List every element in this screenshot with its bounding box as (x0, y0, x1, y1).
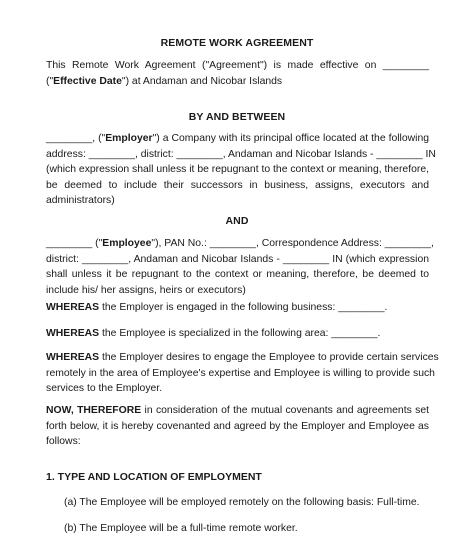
document-title: REMOTE WORK AGREEMENT (160, 37, 314, 49)
whereas-specialization-text: the Employee is specialized in the following area: ________. (99, 328, 381, 339)
employee-paragraph (46, 236, 434, 298)
now-therefore-paragraph (46, 403, 429, 450)
whereas-specialization (46, 328, 380, 339)
employee-line-3: shall unless it be repugnant to the context or meaning, therefore, be deemed to (46, 269, 429, 281)
employer-paragraph (46, 131, 436, 209)
whereas-services-line-3: services to the Employer. (46, 383, 163, 395)
whereas-services-line-1 (46, 350, 439, 366)
employee-line-1 (46, 236, 434, 252)
employee-line-4: include his/ her assigns, heirs or executors) (46, 284, 246, 296)
employer-line-2: address: ________, district: ________, Andaman and Nicobar Islands - ________ IN (46, 148, 436, 160)
employee-line-2: district: ________, Andaman and Nicobar Islands - ________ IN (which expression (46, 253, 429, 265)
employee-blank: ________ (" (46, 238, 103, 249)
employer-line-3: (which expression shall unless it be repugnant to the context or meaning, therefore, (46, 164, 429, 176)
whereas-business (46, 302, 387, 313)
section-1-item-a: (a) The Employee will be employed remotely on the following basis: Full-time. (64, 497, 420, 508)
now-therefore-text: in consideration of the mutual covenants and agreements set (141, 405, 429, 416)
intro-open-quote: (" (46, 75, 54, 87)
whereas-services-line-2: remotely in the area of Employee's expertise and Employee is willing to provide such (46, 367, 435, 379)
whereas-services-text: the Employer desires to engage the Employee to provide certain services (99, 352, 439, 363)
employee-term: Employee (102, 238, 152, 249)
now-therefore-line-1 (46, 403, 429, 419)
intro-location: ") at Andaman and Nicobar Islands (121, 75, 283, 87)
now-therefore-keyword: NOW, THEREFORE (46, 405, 142, 416)
whereas-keyword: WHEREAS (46, 352, 100, 363)
intro-line-1: This Remote Work Agreement ("Agreement") is made effective on ________ (46, 60, 429, 71)
employer-office: ") a Company with its principal office located at the following (152, 133, 430, 144)
whereas-keyword: WHEREAS (46, 328, 100, 339)
section-1-heading: 1. TYPE AND LOCATION OF EMPLOYMENT (46, 471, 262, 483)
now-therefore-line-3: follows: (46, 436, 81, 448)
intro-paragraph (46, 58, 429, 89)
by-and-between-heading: BY AND BETWEEN (188, 111, 286, 123)
effective-date-term: Effective Date (53, 75, 122, 87)
employee-details: "), PAN No.: ________, Correspondence Address: ________, (151, 238, 434, 249)
employer-line-4: be deemed to include their successors in business, assigns, executors and (46, 179, 429, 191)
whereas-business-text: the Employer is engaged in the following business: ________. (99, 302, 388, 313)
section-1-item-b: (b) The Employee will be a full-time remote worker. (64, 523, 298, 534)
employer-line-5: administrators) (46, 195, 115, 207)
now-therefore-line-2: forth below, it is hereby covenanted and agreed by the Employer and Employee as (46, 420, 429, 432)
whereas-services-paragraph (46, 350, 439, 397)
employer-term: Employer (105, 133, 153, 144)
employer-blank: ________, (" (46, 133, 106, 144)
whereas-keyword: WHEREAS (46, 302, 100, 313)
intro-line-2 (46, 74, 429, 90)
and-heading: AND (225, 215, 249, 227)
employer-line-1 (46, 131, 429, 147)
